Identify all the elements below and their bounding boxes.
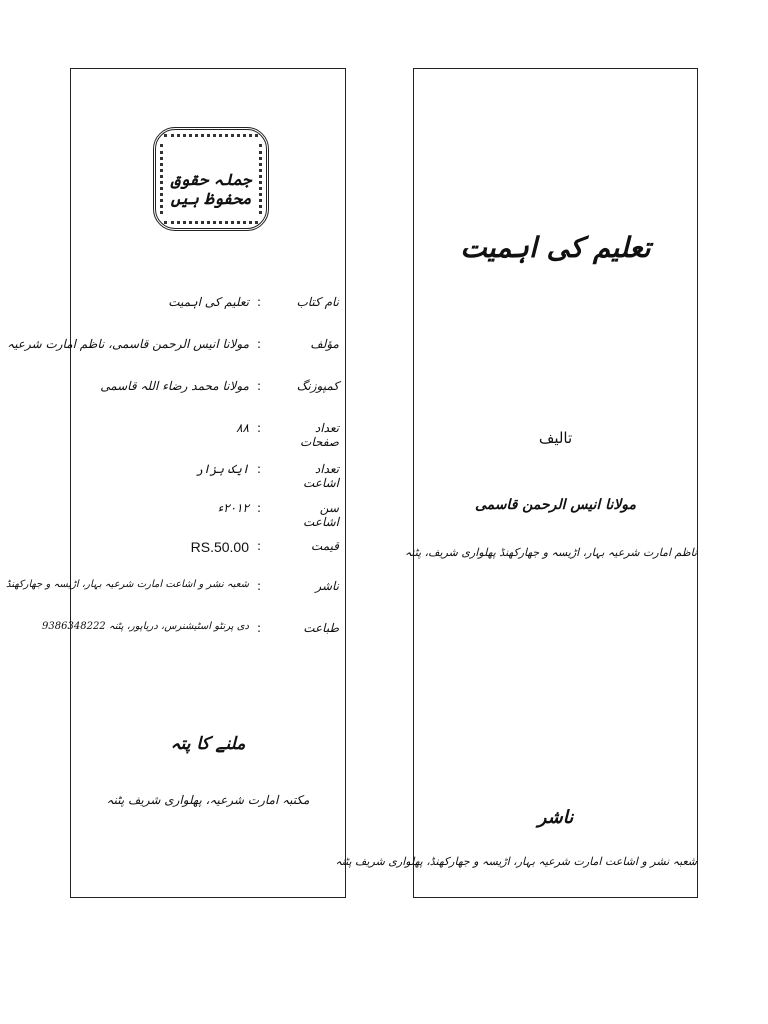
- detail-row-book-name: [71, 295, 345, 317]
- copyright-notice: جملہ حقوق محفوظ ہیں: [170, 170, 252, 208]
- detail-row-author: [7, 337, 345, 359]
- detail-colon: :: [257, 337, 262, 351]
- publisher-label: ناشر: [537, 807, 574, 828]
- detail-value: شعبہ نشر و اشاعت امارت شرعیہ بہار، اڑیسہ و جھارکھنڈ: [6, 579, 249, 590]
- detail-row-publisher: [6, 579, 345, 601]
- detail-label: تعداد صفحات: [300, 421, 339, 449]
- detail-colon: :: [257, 539, 262, 553]
- detail-row-year: [71, 501, 345, 529]
- address-text: مکتبہ امارت شرعیہ، پھلواری شریف پٹنہ: [106, 793, 310, 807]
- detail-label: مؤلف: [310, 337, 339, 351]
- author-role: ناظم امارت شرعیہ بہار، اڑیسہ و جھارکھنڈ پھلواری شریف، پٹنہ: [404, 546, 697, 559]
- detail-colon: :: [257, 295, 262, 309]
- compiled-label: تالیف: [538, 429, 573, 447]
- detail-value: تعلیم کی اہمیت: [168, 295, 249, 309]
- detail-label: ناشر: [315, 579, 339, 593]
- detail-colon: :: [257, 621, 262, 635]
- detail-label: تعداد اشاعت: [303, 462, 339, 490]
- detail-value: مولانا انیس الرحمن قاسمی، ناظم امارت شرعیہ: [7, 337, 249, 351]
- detail-colon: :: [257, 421, 262, 435]
- detail-colon: :: [257, 462, 262, 476]
- detail-value: مولانا محمد رضاء اللہ قاسمی: [100, 379, 249, 393]
- address-heading: ملنے کا پتہ: [170, 734, 246, 754]
- detail-label: نام کتاب: [296, 295, 339, 309]
- detail-row-page-count: [71, 421, 345, 449]
- detail-label: طباعت: [303, 621, 339, 635]
- author-name: مولانا انیس الرحمن قاسمی: [474, 497, 637, 513]
- publisher-text: شعبہ نشر و اشاعت امارت شرعیہ بہار، اڑیسہ و جھارکھنڈ، پھلواری شریف پٹنہ: [335, 855, 697, 868]
- detail-value: ایک ہزار: [195, 462, 249, 476]
- detail-label: سن اشاعت: [303, 501, 339, 529]
- title-page: [335, 68, 698, 898]
- detail-value: ۸۸: [236, 421, 249, 435]
- detail-colon: :: [257, 579, 262, 593]
- detail-value: دی پرنٹو اسٹیشنرس، دریاپور، پٹنہ 9386348222: [42, 621, 249, 632]
- imprint-page: [6, 68, 346, 898]
- detail-label: کمپوزنگ: [296, 379, 339, 393]
- book-title: تعلیم کی اہمیت: [460, 231, 651, 264]
- detail-label: قیمت: [310, 539, 339, 553]
- detail-value: ۲۰۱۲ء: [217, 501, 249, 515]
- detail-row-print-run: [71, 462, 345, 490]
- detail-row-composing: [71, 379, 345, 401]
- detail-row-printing: [42, 621, 345, 643]
- detail-colon: :: [257, 379, 262, 393]
- book-details: [6, 69, 345, 897]
- detail-value: RS.50.00: [190, 539, 249, 555]
- detail-row-price: [71, 539, 345, 561]
- detail-colon: :: [257, 501, 262, 515]
